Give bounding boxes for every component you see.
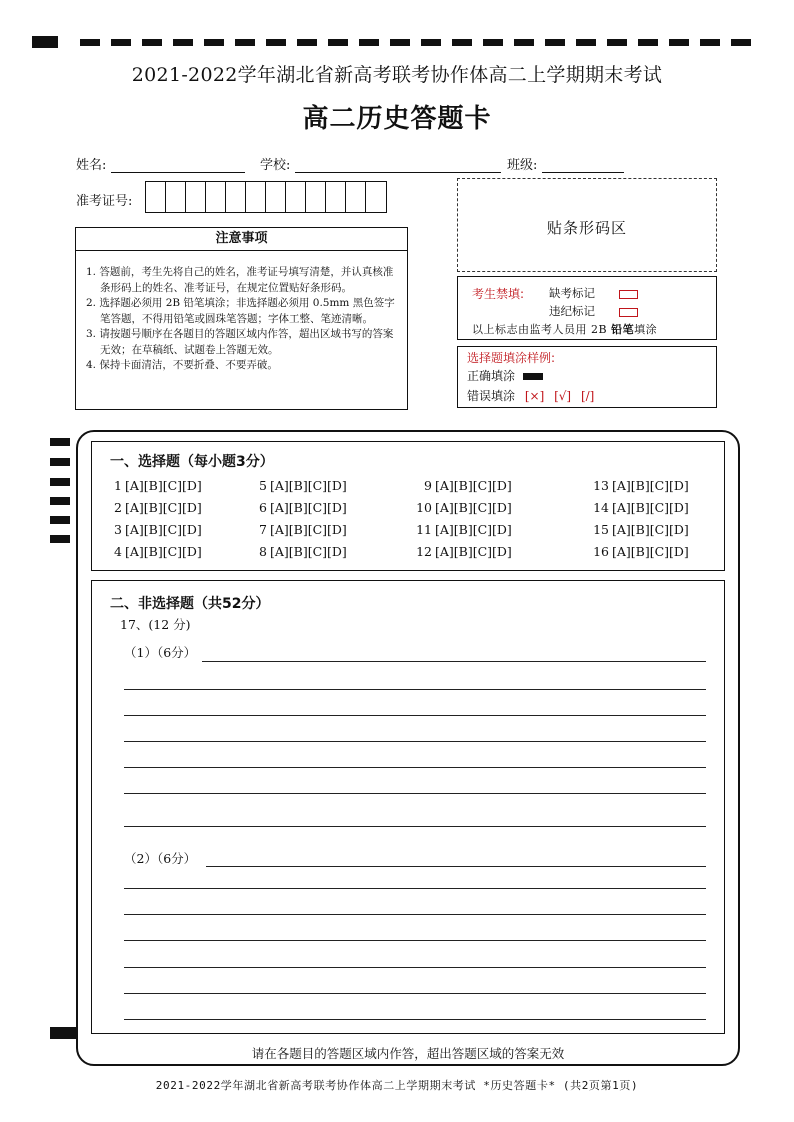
wrong-mark-check: [√] [554, 389, 572, 403]
absent-mark-box[interactable] [619, 290, 638, 299]
notice-item: 2. 选择题必须用 2B 铅笔填涂；非选择题必须用 0.5mm 黑色签字笔答题，不得用铅笔或圆珠笔答题；字体工整、笔迹清晰。 [86, 297, 395, 325]
registration-dash [700, 39, 720, 46]
question-number: 11 [416, 522, 432, 537]
answer-line[interactable] [124, 914, 706, 915]
timing-mark [50, 516, 70, 524]
exam-id-digit-box[interactable] [326, 182, 346, 212]
exam-id-digit-box[interactable] [346, 182, 366, 212]
exam-id-digit-box[interactable] [286, 182, 306, 212]
question-number: 1 [114, 478, 122, 493]
school-field[interactable] [260, 154, 501, 173]
answer-options[interactable]: [A][B][C][D] [270, 522, 347, 537]
barcode-area [457, 178, 717, 272]
answer-line[interactable] [124, 767, 706, 768]
exam-id-digit-box[interactable] [366, 182, 386, 212]
answer-line[interactable] [124, 715, 706, 716]
school-label: 学校: [260, 158, 291, 173]
page-footer: 2021-2022学年湖北省新高考联考协作体高二上学期期末考试 *历史答题卡* (共2页第1页) [155, 1079, 639, 1092]
exam-id-digit-box[interactable] [266, 182, 286, 212]
answer-area-warning: 请在各题目的答题区域内作答，超出答题区域的答案无效 [251, 1046, 565, 1061]
card-title: 高二历史答题卡 [302, 104, 492, 134]
registration-dash [452, 39, 472, 46]
question-number: 16 [593, 544, 609, 559]
exam-id-digit-box[interactable] [246, 182, 266, 212]
answer-options[interactable]: [A][B][C][D] [125, 544, 202, 559]
answer-options[interactable]: [A][B][C][D] [435, 478, 512, 493]
registration-dash [483, 39, 503, 46]
wrong-fill-row [467, 387, 594, 404]
choice-question[interactable] [412, 522, 512, 537]
answer-line[interactable] [124, 993, 706, 994]
answer-options[interactable]: [A][B][C][D] [125, 522, 202, 537]
registration-dash [607, 39, 627, 46]
absent-mark-row [549, 285, 638, 301]
choice-question[interactable] [110, 478, 202, 493]
answer-options[interactable]: [A][B][C][D] [435, 500, 512, 515]
proctor-note-prefix: 以上标志由监考人员用 2B [472, 323, 612, 336]
question-17-label: 17、(12 分) [120, 617, 191, 632]
registration-dash [173, 39, 193, 46]
registration-dash [731, 39, 751, 46]
choice-question[interactable] [412, 500, 512, 515]
registration-dash [669, 39, 689, 46]
answer-line[interactable] [202, 661, 706, 662]
registration-dash [328, 39, 348, 46]
correct-fill-mark [523, 373, 543, 380]
choice-question[interactable] [589, 500, 689, 515]
choice-question[interactable] [589, 522, 689, 537]
name-line[interactable] [111, 158, 245, 173]
choice-question[interactable] [255, 478, 347, 493]
notice-panel [75, 227, 408, 410]
notice-item: 1. 答题前，考生先将自己的姓名，准考证号填写清楚，并认真核准条形码上的姓名、准考证号，在规定位置贴好条形码。 [86, 266, 394, 294]
question-number: 7 [259, 522, 267, 537]
question-number: 13 [593, 478, 609, 493]
answer-options[interactable]: [A][B][C][D] [270, 500, 347, 515]
multiple-choice-section [91, 441, 725, 571]
registration-block [32, 36, 58, 48]
answer-options[interactable]: [A][B][C][D] [270, 544, 347, 559]
section2-title: 二、非选择题（共52分） [110, 596, 270, 612]
wrong-fill-label: 错误填涂 [467, 389, 516, 403]
class-label: 班级: [507, 158, 538, 173]
question-number: 4 [114, 544, 122, 559]
choice-question[interactable] [110, 500, 202, 515]
notice-title: 注意事项 [76, 228, 407, 251]
answer-options[interactable]: [A][B][C][D] [270, 478, 347, 493]
exam-id-digit-box[interactable] [226, 182, 246, 212]
exam-title: 2021-2022学年湖北省新高考联考协作体高二上学期期末考试 [131, 64, 663, 86]
exam-id-boxes[interactable] [145, 181, 387, 213]
choice-question[interactable] [255, 544, 347, 559]
part2-label: （2）（6分） [124, 851, 197, 866]
violation-mark-box[interactable] [619, 308, 638, 317]
question-number: 6 [259, 500, 267, 515]
question-number: 14 [593, 500, 609, 515]
registration-dash [359, 39, 379, 46]
answer-line[interactable] [124, 1019, 706, 1020]
registration-dash [576, 39, 596, 46]
violation-mark-row [549, 303, 638, 319]
class-line[interactable] [542, 158, 624, 173]
bottom-registration-mark [50, 1027, 76, 1039]
proctor-marks-panel [457, 276, 717, 340]
exam-id-digit-box[interactable] [186, 182, 206, 212]
answer-line[interactable] [124, 793, 706, 794]
notice-list [76, 251, 407, 374]
forbidden-title: 考生禁填: [472, 287, 525, 301]
question-number: 8 [259, 544, 267, 559]
question-number: 3 [114, 522, 122, 537]
exam-id-label: 准考证号: [76, 194, 133, 209]
registration-dash [545, 39, 565, 46]
timing-mark [50, 535, 70, 543]
name-label: 姓名: [76, 158, 107, 173]
proctor-note-suffix: 填涂 [634, 323, 658, 336]
section1-title: 一、选择题（每小题3分） [110, 454, 274, 470]
registration-dash [421, 39, 441, 46]
answer-options[interactable]: [A][B][C][D] [125, 478, 202, 493]
proctor-note-bold: 铅笔 [611, 323, 635, 336]
name-field[interactable] [76, 154, 245, 173]
choice-question[interactable] [110, 544, 202, 559]
answer-options[interactable]: [A][B][C][D] [612, 544, 689, 559]
answer-line[interactable] [124, 689, 706, 690]
answer-options[interactable]: [A][B][C][D] [435, 544, 512, 559]
fill-sample-panel [457, 346, 717, 408]
class-field[interactable] [507, 154, 624, 173]
notice-item: 4. 保持卡面清洁，不要折叠、不要弄破。 [86, 359, 278, 371]
absent-label: 缺考标记 [549, 286, 595, 300]
choice-question[interactable] [110, 522, 202, 537]
barcode-label: 贴条形码区 [546, 219, 627, 237]
correct-fill-label: 正确填涂 [467, 369, 516, 383]
registration-dash [235, 39, 255, 46]
exam-id-digit-box[interactable] [166, 182, 186, 212]
answer-options[interactable]: [A][B][C][D] [125, 500, 202, 515]
choice-question[interactable] [255, 522, 347, 537]
choice-question[interactable] [589, 478, 689, 493]
notice-item: 3. 请按题号顺序在各题目的答题区域内作答，超出区域书写的答案无效；在草稿纸、试题卷上答题无效。 [86, 328, 394, 356]
registration-dash [638, 39, 658, 46]
proctor-note [472, 321, 657, 337]
registration-dash [111, 39, 131, 46]
exam-id-digit-box[interactable] [306, 182, 326, 212]
exam-id-digit-box[interactable] [206, 182, 226, 212]
question-number: 5 [259, 478, 267, 493]
violation-label: 违纪标记 [549, 304, 595, 318]
answer-line[interactable] [124, 741, 706, 742]
question-number: 2 [114, 500, 122, 515]
registration-dash [514, 39, 534, 46]
answer-line[interactable] [124, 940, 706, 941]
wrong-mark-slash: [/] [580, 389, 595, 403]
question-number: 9 [424, 478, 432, 493]
answer-options[interactable]: [A][B][C][D] [612, 522, 689, 537]
part1-label: （1）（6分） [124, 645, 197, 660]
school-line[interactable] [295, 158, 501, 173]
choice-question[interactable] [412, 478, 512, 493]
registration-dash [266, 39, 286, 46]
answer-options[interactable]: [A][B][C][D] [435, 522, 512, 537]
top-registration-marks [32, 36, 762, 48]
answer-options[interactable]: [A][B][C][D] [612, 500, 689, 515]
answer-line[interactable] [124, 967, 706, 968]
registration-dash [390, 39, 410, 46]
answer-line[interactable] [206, 866, 706, 867]
correct-fill-row [467, 367, 543, 384]
free-response-section [91, 580, 725, 1034]
timing-mark [50, 497, 70, 505]
question-number: 12 [416, 544, 432, 559]
fill-sample-title: 选择题填涂样例: [467, 351, 556, 365]
choice-question[interactable] [589, 544, 689, 559]
answer-line[interactable] [124, 826, 706, 827]
question-number: 15 [593, 522, 609, 537]
timing-mark [50, 458, 70, 466]
question-number: 10 [416, 500, 432, 515]
wrong-mark-cross: [×] [524, 389, 545, 403]
choice-question[interactable] [255, 500, 347, 515]
registration-dash [297, 39, 317, 46]
choice-question[interactable] [412, 544, 512, 559]
registration-dash [142, 39, 162, 46]
answer-options[interactable]: [A][B][C][D] [612, 478, 689, 493]
answer-line[interactable] [124, 888, 706, 889]
exam-id-digit-box[interactable] [146, 182, 166, 212]
timing-mark [50, 438, 70, 446]
timing-mark [50, 478, 70, 486]
registration-dash [204, 39, 224, 46]
registration-dash [80, 39, 100, 46]
